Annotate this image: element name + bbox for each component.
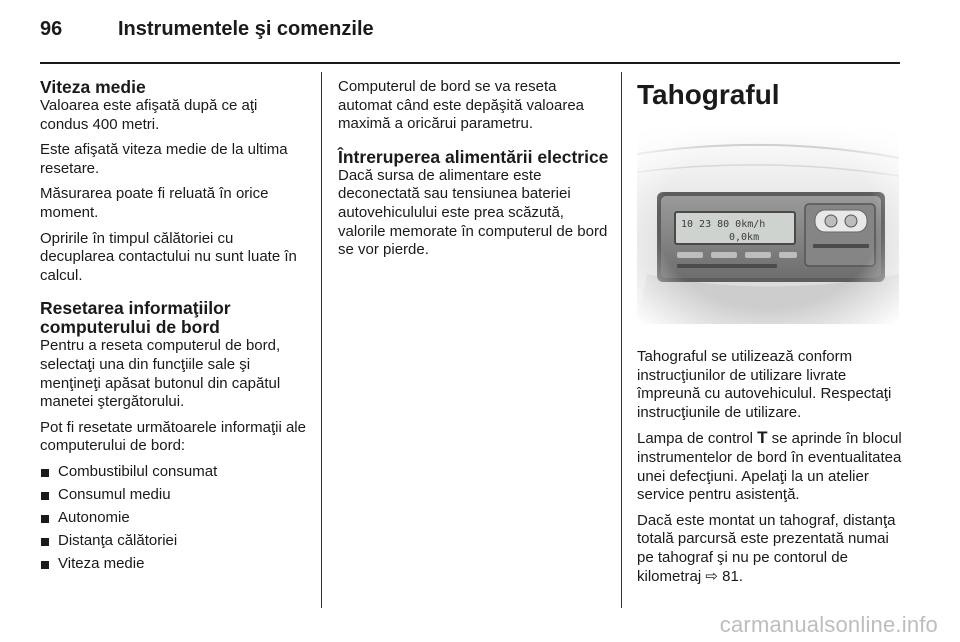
page-reference-link[interactable]: 81. bbox=[722, 567, 743, 585]
list-item: Viteza medie bbox=[40, 555, 308, 574]
reset-items-list bbox=[40, 463, 308, 574]
paragraph: Pot fi resetate următoarele informaţii ale computerului de bord: bbox=[40, 418, 306, 455]
paragraph: Măsurarea poate fi reluată în orice moment. bbox=[40, 185, 269, 221]
list-item: Autonomie bbox=[40, 509, 308, 528]
heading-tahograful: Tahograful bbox=[637, 79, 780, 110]
list-item: Distanţa călătoriei bbox=[40, 532, 308, 551]
heading-intrerupere: Întreruperea alimentării electrice bbox=[338, 146, 609, 167]
column-middle bbox=[338, 78, 610, 267]
arrow-right-icon: ⇨ bbox=[705, 567, 718, 585]
paragraph: Este afişată viteza medie de la ultima resetare. bbox=[40, 141, 288, 177]
tachograph-T-icon: T bbox=[757, 428, 768, 448]
paragraph: Valoarea este afişată după ce aţi condus 400 metri. bbox=[40, 97, 258, 133]
paragraph: Pentru a reseta computerul de bord, selectaţi una din funcţiile sale şi menţineţi apăsat butonul din capătul manetei ştergătorului. bbox=[40, 337, 281, 411]
heading-resetare: Resetarea informaţiilor computerului de bord bbox=[40, 298, 231, 338]
page-title: Instrumentele şi comenzile bbox=[118, 18, 374, 40]
bullet-square-icon bbox=[41, 515, 49, 523]
column-left bbox=[40, 78, 308, 578]
list-item: Consumul mediu bbox=[40, 486, 308, 505]
bullet-square-icon bbox=[41, 561, 49, 569]
bullet-square-icon bbox=[41, 538, 49, 546]
bullet-square-icon bbox=[41, 469, 49, 477]
tachograph-illustration bbox=[637, 124, 899, 324]
paragraph-control-lamp: Lampa de control T se aprinde în blocul instrumentelor de bord în eventualitatea unei defecţiuni. Apelaţi la un atelier service pentru asistenţă. bbox=[637, 428, 902, 504]
column-right bbox=[637, 78, 905, 593]
tachograph-image bbox=[637, 124, 899, 324]
bullet-square-icon bbox=[41, 492, 49, 500]
paragraph: Tahograful se utilizează conform instrucţiunilor de utilizare livrate împreună cu autovehiculul. Respectaţi instrucţiunile de utilizare. bbox=[637, 348, 892, 421]
paragraph: Dacă sursa de alimentare este deconectată sau tensiunea bateriei autovehiculului este prea scăzută, valorile memorate în computerul de bord se vor pierde. bbox=[338, 166, 608, 259]
watermark: carmanualsonline.info bbox=[719, 612, 938, 637]
paragraph: Computerul de bord se va reseta automat când este depăşită valoarea maximă a oricărui parametru. bbox=[338, 78, 584, 133]
header-divider bbox=[40, 62, 900, 64]
column-divider-1 bbox=[321, 72, 322, 608]
paragraph-odometer: Dacă este montat un tahograf, distanţa totală parcursă este prezentată numai pe tahograf şi nu pe contorul de kilometraj ⇨ 81. bbox=[637, 511, 896, 585]
heading-viteza-medie: Viteza medie bbox=[40, 77, 146, 97]
page-number: 96 bbox=[40, 18, 63, 40]
paragraph: Opririle în timpul călătoriei cu decuplarea contactului nu sunt luate în calcul. bbox=[40, 229, 297, 284]
list-item: Combustibilul consumat bbox=[40, 463, 308, 482]
column-divider-2 bbox=[621, 72, 622, 608]
page-header bbox=[40, 18, 374, 48]
